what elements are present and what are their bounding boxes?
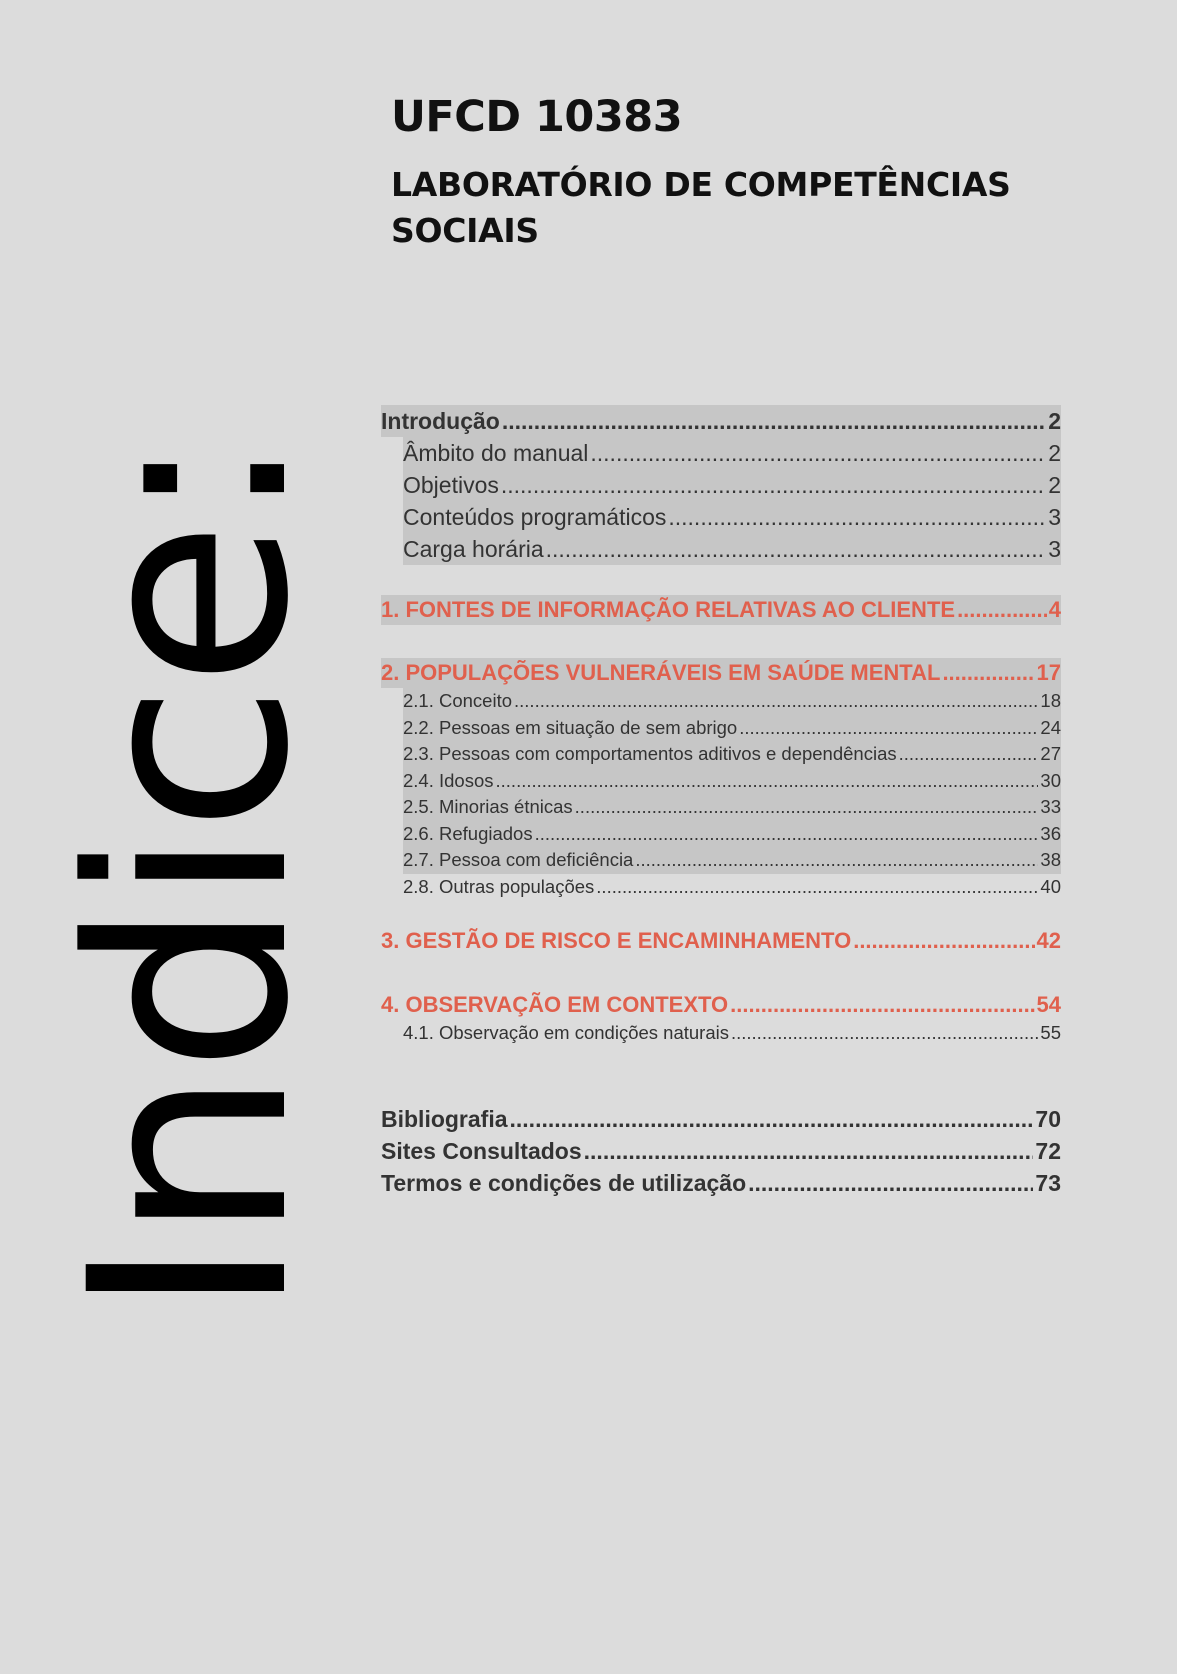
toc-page-number: 42 [1036, 928, 1061, 953]
toc-label: 2.6. Refugiados [403, 822, 533, 844]
toc-leader-dots [942, 658, 1034, 688]
toc-page-number: 2 [1048, 408, 1061, 434]
toc-page-number: 55 [1040, 1022, 1061, 1043]
toc-entry-2-4[interactable] [403, 768, 1061, 795]
toc-label: Objetivos [403, 472, 499, 498]
toc-page-number: 38 [1040, 849, 1061, 870]
toc-entry-2-3[interactable] [403, 741, 1061, 768]
toc-label: 4.1. Observação em condições naturais [403, 1022, 729, 1043]
toc-entry-2-7[interactable] [403, 847, 1061, 874]
toc-label: 2.4. Idosos [403, 769, 494, 791]
toc-label: Carga horária [403, 536, 544, 562]
toc-leader-dots [584, 1135, 1034, 1167]
toc-leader-dots [590, 437, 1046, 469]
toc-entry-chapter-4[interactable] [381, 990, 1061, 1020]
index-vertical-heading: Indice: [33, 436, 349, 1318]
toc-page-number: 30 [1040, 769, 1061, 791]
toc-page-number: 2 [1048, 440, 1061, 466]
toc-leader-dots [496, 768, 1039, 795]
toc-page-number: 18 [1040, 690, 1061, 711]
toc-label: Âmbito do manual [403, 440, 589, 466]
toc-page-number: 3 [1048, 504, 1061, 530]
course-code: UFCD 10383 [391, 92, 683, 142]
document-header [391, 92, 1111, 254]
toc-label: 2. POPULAÇÕES VULNERÁVEIS EM SAÚDE MENTAL [381, 660, 941, 685]
toc-page-number: 27 [1040, 743, 1061, 764]
toc-entry-ambito[interactable] [403, 437, 1061, 469]
toc-entry-2-8[interactable] [403, 874, 1061, 901]
toc-label: Sites Consultados [381, 1137, 582, 1164]
toc-label: 2.2. Pessoas em situação de sem abrigo [403, 716, 738, 738]
toc-entry-4-1[interactable] [403, 1020, 1061, 1047]
toc-entry-2-5[interactable] [403, 794, 1061, 821]
toc-page-number: 3 [1048, 536, 1061, 562]
toc-leader-dots [546, 533, 1047, 565]
toc-entry-chapter-1[interactable] [381, 595, 1061, 625]
toc-page-number: 72 [1035, 1137, 1061, 1164]
toc-label: 2.7. Pessoa com deficiência [403, 849, 634, 870]
toc-page-number: 2 [1048, 472, 1061, 498]
toc-entry-objetivos[interactable] [403, 469, 1061, 501]
toc-entry-2-1[interactable] [403, 688, 1061, 715]
toc-entry-bibliografia[interactable] [381, 1103, 1061, 1135]
toc-entry-termos[interactable] [381, 1167, 1061, 1199]
toc-leader-dots [575, 794, 1039, 821]
toc-leader-dots [514, 688, 1038, 715]
toc-leader-dots [748, 1167, 1033, 1199]
toc-label: 3. GESTÃO DE RISCO E ENCAMINHAMENTO [381, 928, 852, 953]
toc-leader-dots [731, 1020, 1038, 1047]
toc-label: 2.1. Conceito [403, 690, 513, 711]
toc-page-number: 36 [1040, 822, 1061, 844]
toc-leader-dots [730, 990, 1034, 1020]
toc-page-number: 40 [1040, 875, 1061, 897]
toc-entry-chapter-3[interactable] [381, 926, 1061, 956]
toc-page-number: 24 [1040, 716, 1061, 738]
toc-entry-sites-consultados[interactable] [381, 1135, 1061, 1167]
toc-label: Introdução [381, 408, 500, 434]
toc-leader-dots [957, 595, 1047, 625]
toc-page-number: 4 [1048, 597, 1061, 622]
toc-entry-introducao[interactable] [381, 405, 1061, 437]
toc-leader-dots [535, 821, 1039, 848]
toc-leader-dots [668, 501, 1046, 533]
toc-page-number: 33 [1040, 796, 1061, 817]
toc-label: 2.8. Outras populações [403, 875, 595, 897]
toc-entry-chapter-2[interactable] [381, 658, 1061, 688]
toc-label: 1. FONTES DE INFORMAÇÃO RELATIVAS AO CLIENTE [381, 597, 956, 622]
toc-label: 2.3. Pessoas com comportamentos aditivos e dependências [403, 743, 897, 764]
toc-page-number: 17 [1036, 660, 1061, 685]
toc-leader-dots [635, 847, 1038, 874]
toc-leader-dots [739, 715, 1038, 742]
toc-entry-2-2[interactable] [403, 715, 1061, 742]
toc-label: 4. OBSERVAÇÃO EM CONTEXTO [381, 992, 729, 1017]
toc-entry-2-6[interactable] [403, 821, 1061, 848]
toc-leader-dots [502, 405, 1046, 437]
toc-page-number: 70 [1035, 1105, 1061, 1132]
toc-page-number: 54 [1036, 992, 1061, 1017]
toc-label: Conteúdos programáticos [403, 504, 667, 530]
course-title-line2: SOCIAIS [391, 211, 539, 250]
toc-entry-carga-horaria[interactable] [403, 533, 1061, 565]
course-title-line1: LABORATÓRIO DE COMPETÊNCIAS [391, 165, 1011, 204]
toc-entry-conteudos[interactable] [403, 501, 1061, 533]
toc-label: Bibliografia [381, 1105, 508, 1132]
toc-leader-dots [501, 469, 1046, 501]
course-title [391, 162, 1111, 254]
toc-leader-dots [510, 1103, 1034, 1135]
table-of-contents [381, 405, 1061, 1199]
toc-label: 2.5. Minorias étnicas [403, 796, 573, 817]
toc-leader-dots [853, 926, 1034, 956]
toc-page-number: 73 [1035, 1169, 1061, 1196]
toc-leader-dots [596, 874, 1038, 901]
toc-label: Termos e condições de utilização [381, 1169, 747, 1196]
toc-leader-dots [899, 741, 1039, 768]
